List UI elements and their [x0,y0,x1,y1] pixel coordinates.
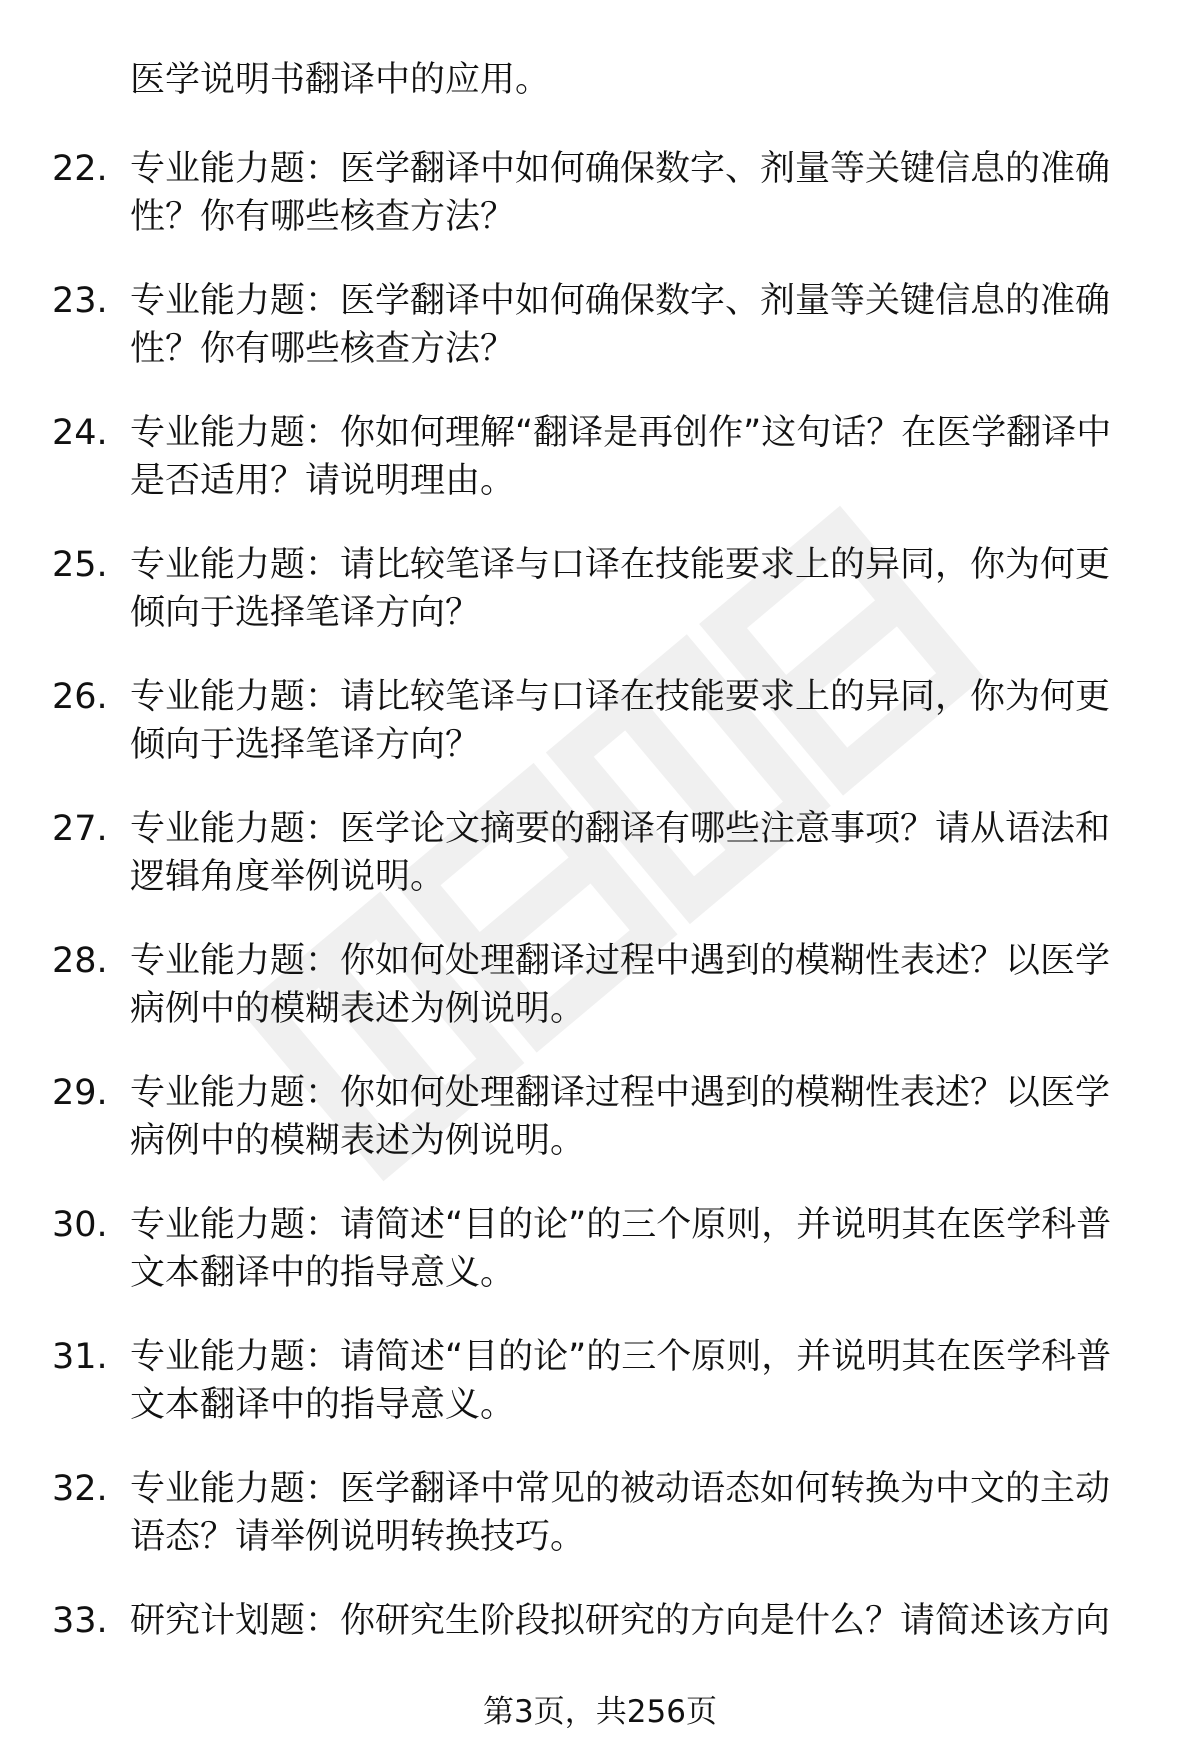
question-list [0,145,1200,1729]
question-item [0,145,1200,277]
question-text: 研究计划题：你研究生阶段拟研究的方向是什么？请简述该方向 [130,1601,1111,1641]
question-number: 32. [52,1469,108,1509]
question-item [0,277,1200,409]
question-item [0,805,1200,937]
question-text: 专业能力题：你如何理解“翻译是再创作”这句话？在医学翻译中是否适用？请说明理由。 [130,413,1112,501]
question-item [0,1465,1200,1597]
question-text: 专业能力题：请比较笔译与口译在技能要求上的异同，你为何更倾向于选择笔译方向？ [130,545,1111,633]
question-text: 专业能力题：请简述“目的论”的三个原则，并说明其在医学科普文本翻译中的指导意义。 [130,1337,1112,1425]
question-text: 专业能力题：请简述“目的论”的三个原则，并说明其在医学科普文本翻译中的指导意义。 [130,1205,1112,1293]
question-number: 22. [52,149,108,189]
question-number: 29. [52,1073,108,1113]
question-number: 27. [52,809,108,849]
question-item [0,541,1200,673]
question-number: 26. [52,677,108,717]
question-number: 33. [52,1601,108,1641]
question-number: 24. [52,413,108,453]
question-text: 专业能力题：你如何处理翻译过程中遇到的模糊性表述？以医学病例中的模糊表述为例说明。 [130,941,1111,1029]
continuation-text: 医学说明书翻译中的应用。 [130,60,551,100]
question-item [0,1201,1200,1333]
question-number: 23. [52,281,108,321]
question-item [0,937,1200,1069]
question-item [0,409,1200,541]
question-text: 专业能力题：你如何处理翻译过程中遇到的模糊性表述？以医学病例中的模糊表述为例说明。 [130,1073,1111,1161]
question-text: 专业能力题：医学翻译中如何确保数字、剂量等关键信息的准确性？你有哪些核查方法？ [130,149,1111,237]
question-number: 30. [52,1205,108,1245]
question-item [0,673,1200,805]
page-number: 第3页，共256页 [483,1694,717,1730]
question-text: 专业能力题：医学翻译中如何确保数字、剂量等关键信息的准确性？你有哪些核查方法？ [130,281,1111,369]
question-text: 专业能力题：医学翻译中常见的被动语态如何转换为中文的主动语态？请举例说明转换技巧。 [130,1469,1111,1557]
question-text: 专业能力题：医学论文摘要的翻译有哪些注意事项？请从语法和逻辑角度举例说明。 [130,809,1111,897]
question-text: 专业能力题：请比较笔译与口译在技能要求上的异同，你为何更倾向于选择笔译方向？ [130,677,1111,765]
question-number: 28. [52,941,108,981]
question-item [0,1333,1200,1465]
question-number: 31. [52,1337,108,1377]
question-number: 25. [52,545,108,585]
question-item [0,1069,1200,1201]
